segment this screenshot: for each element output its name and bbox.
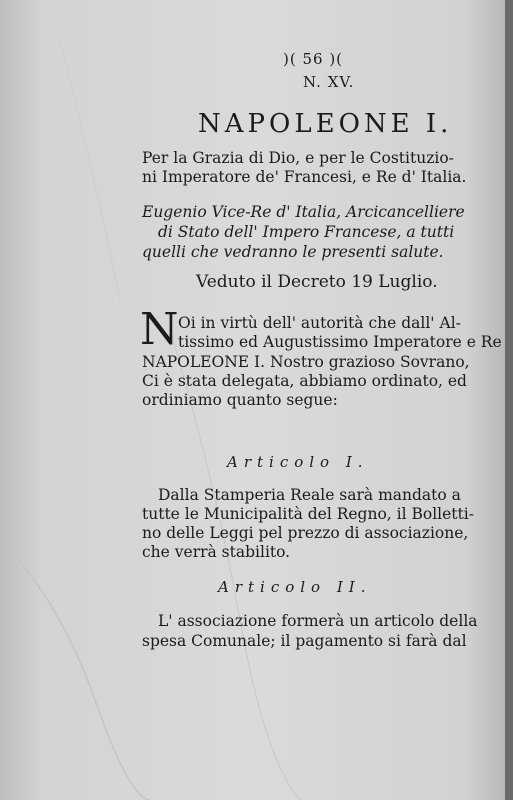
styling-line-1: Per la Grazia di Dio, e per le Costituzio- xyxy=(142,149,454,167)
preamble-line-4: Ci è stata delegata, abbiamo ordinato, ed xyxy=(142,372,467,390)
preamble-line-1: Oi in virtù dell' autorità che dall' Al- xyxy=(178,314,461,332)
drop-capital: N xyxy=(140,304,179,355)
ruler-title: NAPOLEONE I. xyxy=(198,109,453,139)
article-1-line-4: che verrà stabilito. xyxy=(142,543,291,561)
page-edge-shadow xyxy=(505,0,513,800)
preamble-line-3: NAPOLEONE I. Nostro grazioso Sovrano, xyxy=(142,353,470,371)
viceroy-line-1: Eugenio Vice-Re d' Italia, Arcicancelliere xyxy=(142,203,465,221)
preamble-line-2: tissimo ed Augustissimo Imperatore e Re xyxy=(178,333,502,351)
preamble-line-5: ordiniamo quanto segue: xyxy=(142,391,338,409)
article-2-line-1: L' associazione formerà un articolo della xyxy=(158,612,478,630)
viceroy-line-2: di Stato dell' Impero Francese, a tutti xyxy=(158,223,455,241)
styling-line-2: ni Imperatore de' Francesi, e Re d' Italia. xyxy=(142,168,467,186)
article-2-line-2: spesa Comunale; il pagamento si farà dal xyxy=(142,632,467,650)
article-1-line-3: no delle Leggi pel prezzo di associazione, xyxy=(142,524,469,542)
page-number: )( 56 )( xyxy=(283,50,344,68)
document-number: N. XV. xyxy=(303,73,355,91)
viceroy-line-3: quelli che vedranno le presenti salute. xyxy=(142,243,444,261)
veduto-line: Veduto il Decreto 19 Luglio. xyxy=(196,272,438,292)
article-1-line-1: Dalla Stamperia Reale sarà mandato a xyxy=(158,486,461,504)
article-2-heading: Articolo II. xyxy=(218,578,372,596)
article-1-line-2: tutte le Municipalità del Regno, il Bolletti- xyxy=(142,505,474,523)
article-1-heading: Articolo I. xyxy=(227,453,369,471)
